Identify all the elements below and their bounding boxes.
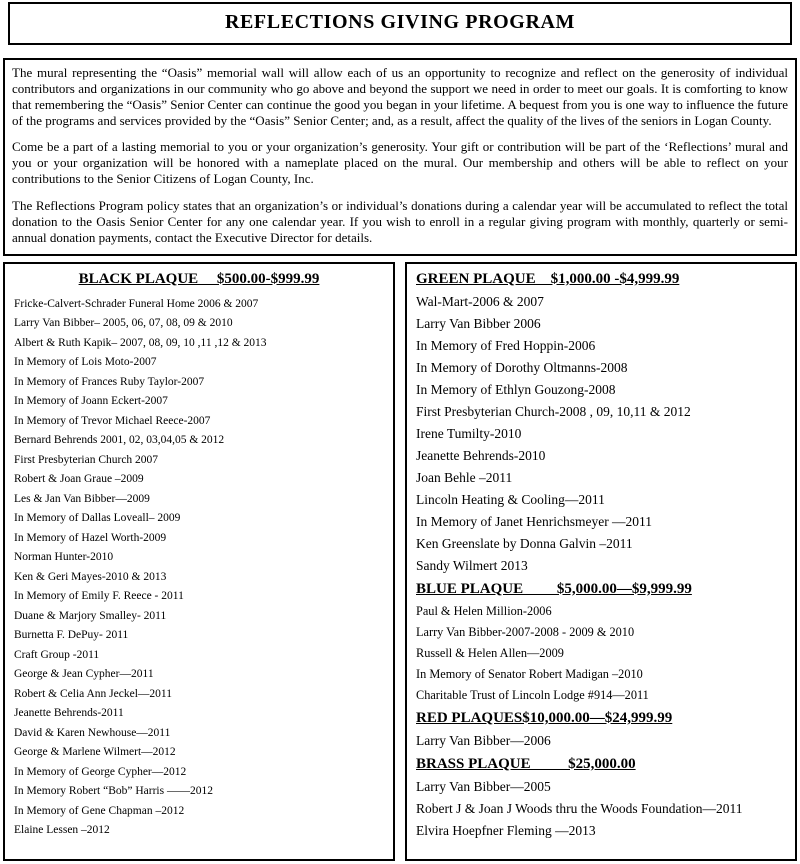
plaque-heading: BLUE PLAQUE $5,000.00—$9,999.99 — [416, 580, 692, 597]
donor-item: David & Karen Newhouse—2011 — [14, 726, 171, 739]
donor-item: Irene Tumilty-2010 — [416, 425, 522, 441]
plaque-section — [14, 268, 384, 841]
donor-item: Larry Van Bibber– 2005, 06, 07, 08, 09 & 2010 — [14, 317, 233, 330]
donor-item: In Memory Robert “Bob” Harris ——2012 — [14, 785, 213, 798]
donor-item: Norman Hunter-2010 — [14, 551, 114, 564]
donor-item: In Memory of Joann Eckert-2007 — [14, 395, 168, 408]
page-title: REFLECTIONS GIVING PROGRAM — [224, 11, 576, 33]
donor-item: Larry Van Bibber 2006 — [416, 315, 541, 331]
intro-paragraph-3: The Reflections Program policy states that an organization’s or individual’s donations during a calendar year will be accumulated to reflect the total donation to the Oasis Senior Center for any one calendar year. If you wish to enroll in a regular giving program with monthly, quarterly or semi-annual donation payments, contact the Executive Director for details. — [12, 198, 788, 245]
title-box — [8, 2, 792, 45]
donor-item: Jeanette Behrends-2011 — [14, 707, 124, 720]
donor-item: In Memory of Dallas Loveall– 2009 — [14, 512, 181, 525]
donor-item: In Memory of Gene Chapman –2012 — [14, 804, 185, 817]
donor-item: In Memory of Janet Henrichsmeyer —2011 — [416, 513, 653, 529]
donor-item: Ken Greenslate by Donna Galvin –2011 — [416, 535, 633, 551]
donor-item: Duane & Marjory Smalley- 2011 — [14, 609, 167, 622]
donor-item: Larry Van Bibber—2006 — [416, 732, 551, 748]
donor-item: Albert & Ruth Kapik– 2007, 08, 09, 10 ,11 ,12 & 2013 — [14, 336, 267, 349]
donor-item: In Memory of Senator Robert Madigan –2010 — [416, 666, 643, 681]
donor-item: In Memory of Frances Ruby Taylor-2007 — [14, 375, 205, 388]
donor-item: In Memory of Lois Moto-2007 — [14, 356, 157, 369]
donor-item: Ken & Geri Mayes-2010 & 2013 — [14, 570, 167, 583]
donor-item: Wal-Mart-2006 & 2007 — [416, 293, 544, 309]
donor-item: George & Jean Cypher—2011 — [14, 668, 154, 681]
plaque-heading: BRASS PLAQUE $25,000.00 — [416, 755, 636, 772]
donor-item: In Memory of Trevor Michael Reece-2007 — [14, 414, 211, 427]
plaque-heading: BLACK PLAQUE $500.00-$999.99 — [78, 270, 320, 287]
donor-item: In Memory of Ethlyn Gouzong-2008 — [416, 381, 616, 397]
plaque-section — [416, 707, 786, 752]
plaque-section — [416, 268, 786, 577]
donor-item: Larry Van Bibber-2007-2008 - 2009 & 2010 — [416, 624, 635, 639]
donor-item: In Memory of Hazel Worth-2009 — [14, 531, 167, 544]
intro-paragraph-1: The mural representing the “Oasis” memorial wall will allow each of us an opportunity to recognize and reflect on the generosity of individual contributors and organizations in our community who go above and beyond the support we need in order to meet our goals. It is comforting to know that remembering the “Oasis” Senior Center can continue the good you began in your lifetime. A bequest from you is one way to influence the future of the programs and services provided by the “Oasis” Senior Center; and, as a result, affect the quality of the lives of the seniors in Logan County. — [12, 65, 788, 128]
donor-item: Joan Behle –2011 — [416, 469, 513, 485]
donor-item: Lincoln Heating & Cooling—2011 — [416, 491, 605, 507]
donor-item: Fricke-Calvert-Schrader Funeral Home 2006 & 2007 — [14, 297, 259, 310]
donor-item: Elaine Lessen –2012 — [14, 824, 110, 837]
higher-plaques-column — [405, 262, 797, 861]
donor-item: In Memory of Emily F. Reece - 2011 — [14, 590, 184, 603]
donor-item: First Presbyterian Church-2008 , 09, 10,11 & 2012 — [416, 403, 691, 419]
donor-item: Jeanette Behrends-2010 — [416, 447, 546, 463]
plaque-heading: RED PLAQUES$10,000.00—$24,999.99 — [416, 709, 673, 726]
donor-item: Russell & Helen Allen—2009 — [416, 645, 564, 660]
plaque-heading: GREEN PLAQUE $1,000.00 -$4,999.99 — [416, 270, 680, 287]
intro-paragraph-2: Come be a part of a lasting memorial to you or your organization’s generosity. Your gift or contribution will be part of the ‘Reflections’ mural and you or your organization will be honored with a nameplate placed on the mural. Our membership and others will be able to reflect on your contributions to the Senior Citizens of Logan County, Inc. — [12, 139, 788, 187]
donor-item: Charitable Trust of Lincoln Lodge #914—2011 — [416, 687, 649, 702]
donor-item: Robert & Joan Graue –2009 — [14, 473, 144, 486]
donor-item: First Presbyterian Church 2007 — [14, 453, 159, 466]
intro-box — [3, 58, 797, 256]
donor-item: Les & Jan Van Bibber—2009 — [14, 492, 150, 505]
black-plaque-column — [3, 262, 395, 861]
plaque-columns — [3, 262, 797, 861]
donor-item: In Memory of George Cypher—2012 — [14, 765, 187, 778]
donor-item: Bernard Behrends 2001, 02, 03,04,05 & 2012 — [14, 434, 225, 447]
donor-item: Robert J & Joan J Woods thru the Woods Foundation—2011 — [416, 800, 743, 816]
plaque-section — [416, 578, 786, 706]
plaque-section — [416, 753, 786, 842]
donor-item: Robert & Celia Ann Jeckel—2011 — [14, 687, 172, 700]
donor-item: Paul & Helen Million-2006 — [416, 603, 552, 618]
donor-item: Sandy Wilmert 2013 — [416, 557, 528, 573]
donor-item: In Memory of Fred Hoppin-2006 — [416, 337, 596, 353]
donor-item: Burnetta F. DePuy- 2011 — [14, 629, 129, 642]
donor-item: In Memory of Dorothy Oltmanns-2008 — [416, 359, 628, 375]
donor-item: George & Marlene Wilmert—2012 — [14, 746, 176, 759]
donor-item: Larry Van Bibber—2005 — [416, 778, 551, 794]
donor-item: Elvira Hoepfner Fleming —2013 — [416, 822, 596, 838]
donor-item: Craft Group -2011 — [14, 648, 100, 661]
